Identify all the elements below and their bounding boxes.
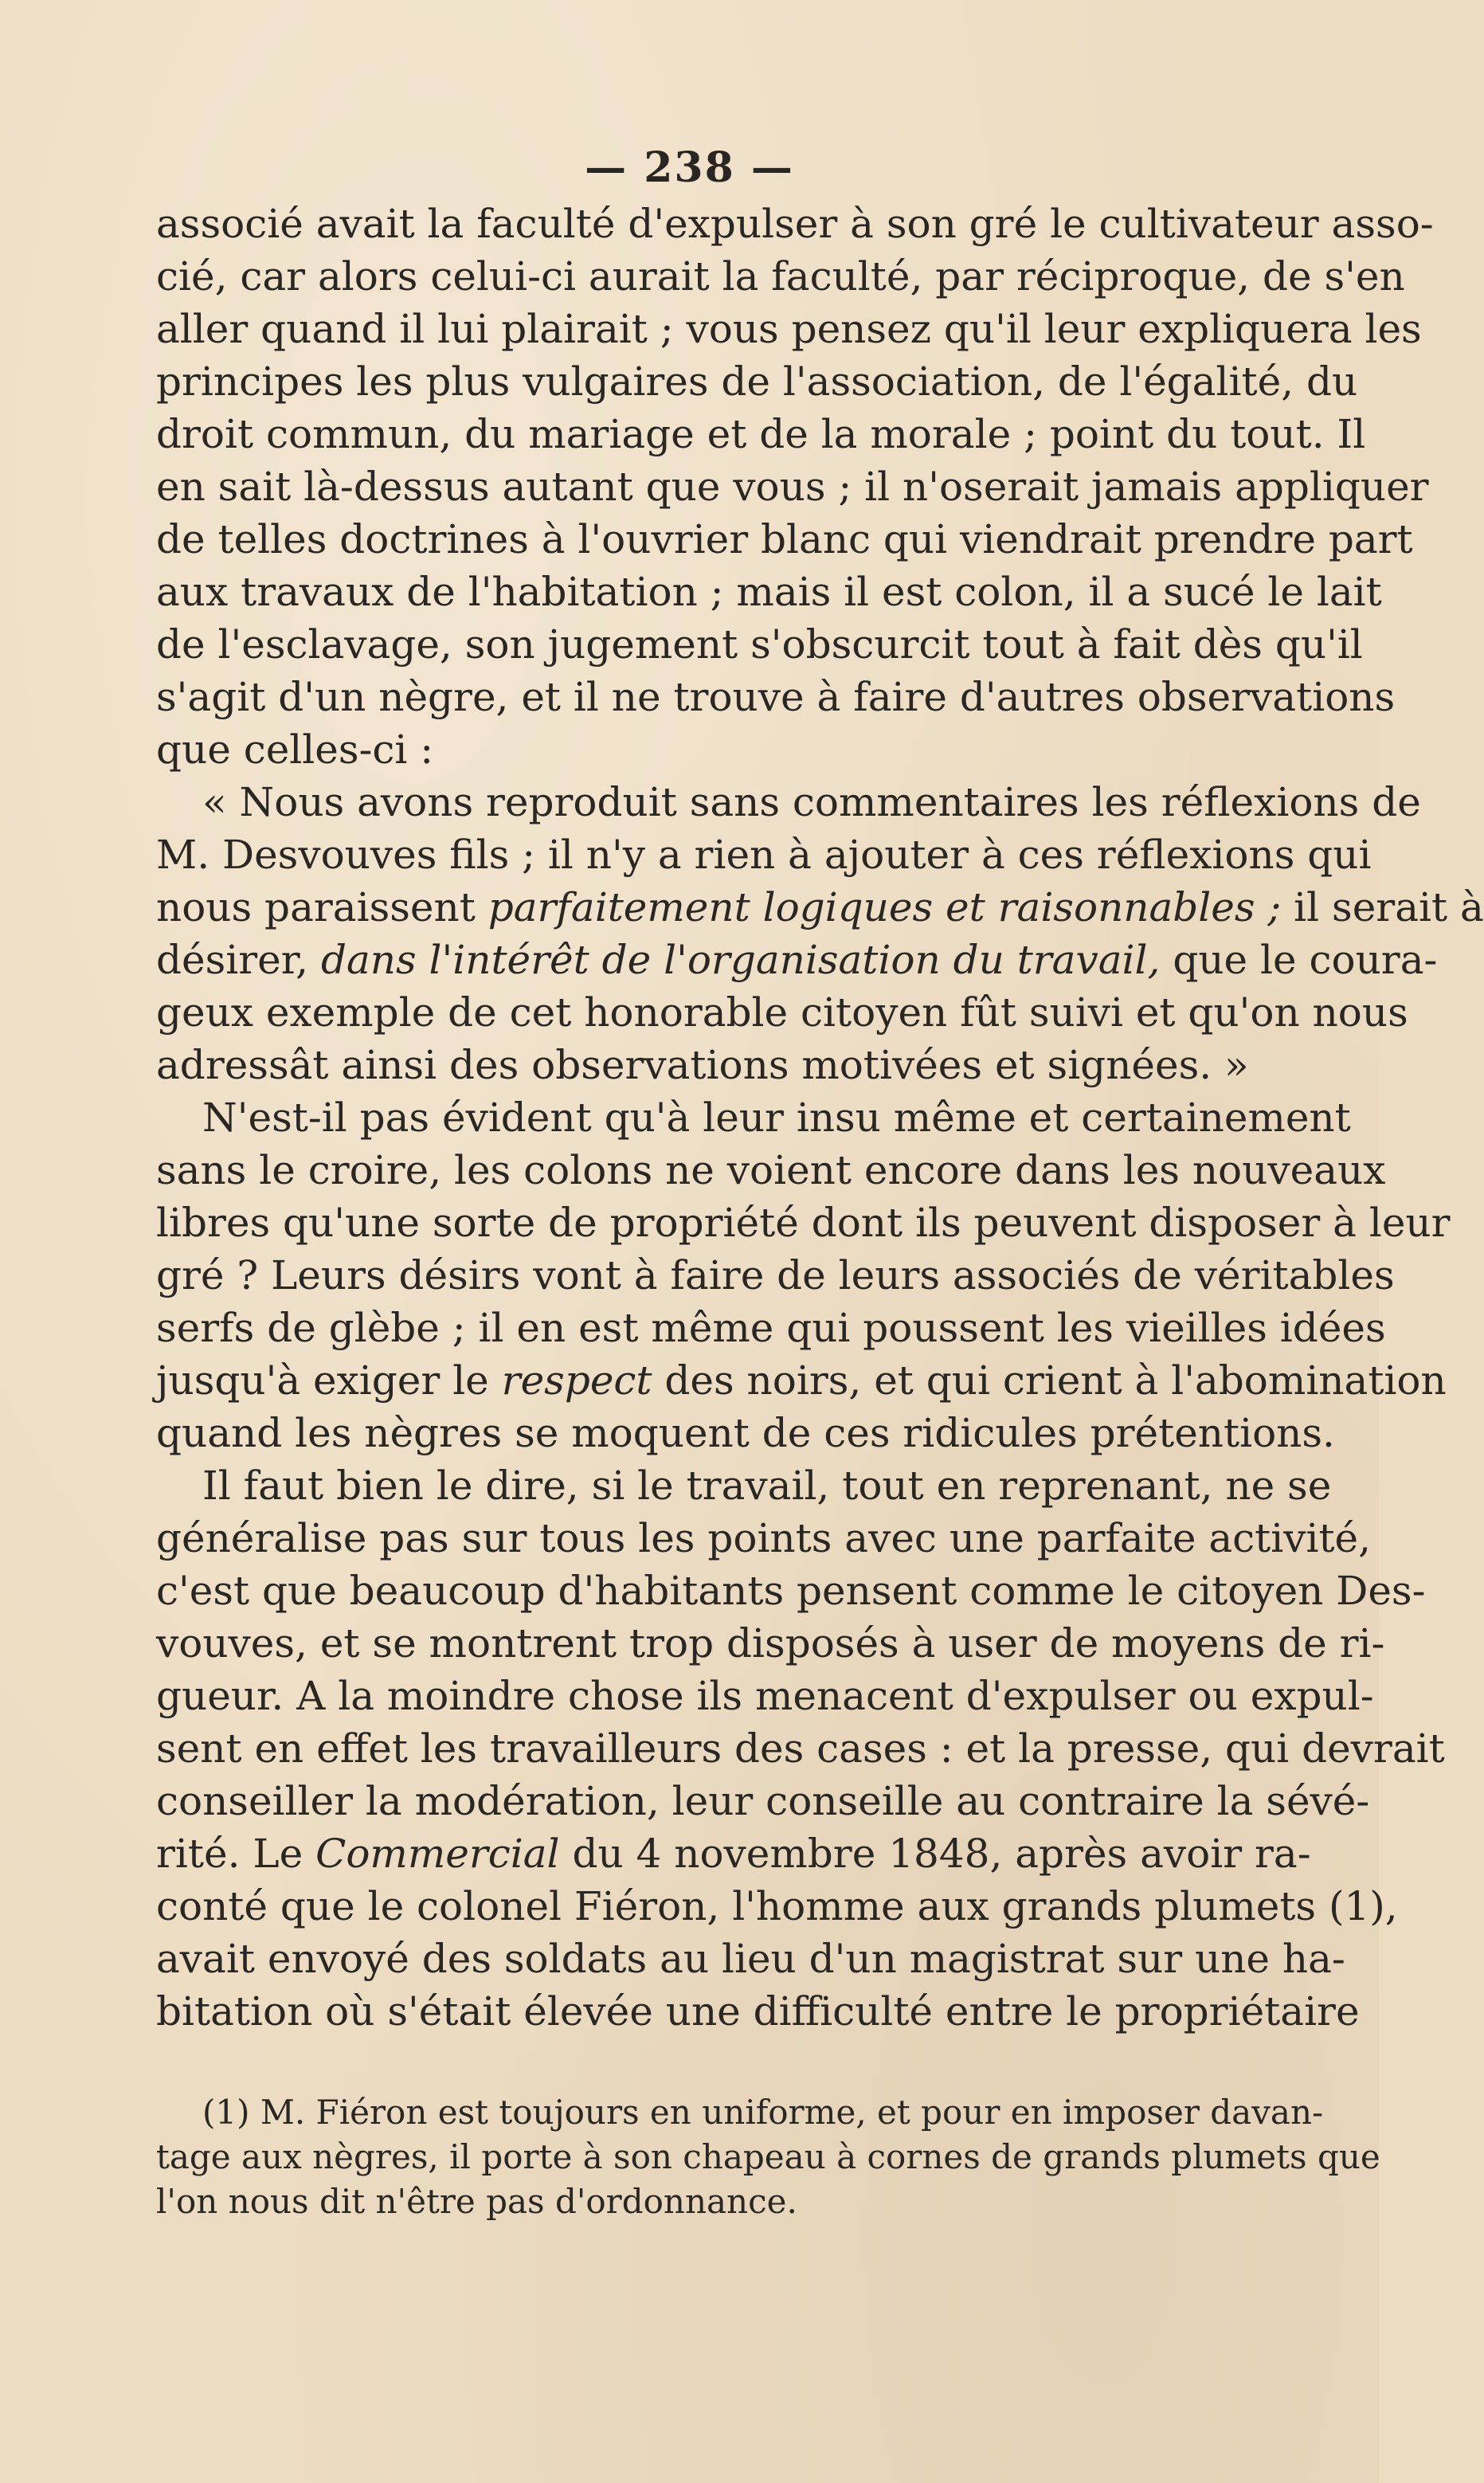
text-line: s'agit d'un nègre, et il ne trouve à faire d'autres observations	[156, 674, 1396, 720]
quote-text: que le coura-	[1160, 937, 1438, 983]
text-line	[156, 1354, 1447, 1407]
quote-line: adressât ainsi des observations motivées et signées. »	[156, 1042, 1249, 1088]
text-span: jusqu'à exiger le	[156, 1357, 502, 1404]
text-line: de l'esclavage, son jugement s'obscurcit tout à fait dès qu'il	[156, 621, 1363, 668]
text-line: aux travaux de l'habitation ; mais il est colon, il a sucé le lait	[156, 569, 1382, 615]
text-line: gueur. A la moindre chose ils menacent d'expulser ou expul-	[156, 1673, 1374, 1719]
italic-emphasis: respect	[501, 1357, 652, 1404]
text-line: aller quand il lui plairait ; vous pensez qu'il leur expliquera les	[156, 306, 1422, 352]
text-line: quand les nègres se moquent de ces ridicules prétentions.	[156, 1410, 1335, 1456]
body-text	[156, 198, 1484, 2038]
quote-text: désirer,	[156, 937, 321, 983]
text-line: vouves, et se montrent trop disposés à user de moyens de ri-	[156, 1620, 1385, 1666]
text-span: des noirs, et qui crient à l'abomination	[652, 1357, 1447, 1404]
text-line: principes les plus vulgaires de l'association, de l'égalité, du	[156, 358, 1358, 405]
page-number: — 238 —	[585, 143, 794, 192]
text-span: du 4 novembre 1848, après avoir ra-	[559, 1831, 1311, 1877]
footnote-line: l'on nous dit n'être pas d'ordonnance.	[156, 2182, 797, 2221]
text-line: généralise pas sur tous les points avec une parfaite activité,	[156, 1515, 1372, 1561]
quote-line	[156, 881, 1484, 934]
footnote	[156, 2090, 1380, 2224]
text-line: N'est-il pas évident qu'à leur insu même et certainement	[202, 1095, 1351, 1141]
quote-text: il serait à	[1281, 884, 1484, 930]
text-line: sans le croire, les colons ne voient encore dans les nouveaux	[156, 1147, 1386, 1193]
text-line: c'est que beaucoup d'habitants pensent comme le citoyen Des-	[156, 1568, 1426, 1614]
quote-line	[156, 934, 1438, 986]
text-line	[156, 1827, 1311, 1880]
italic-emphasis: dans l'intérêt de l'organisation du travail,	[320, 937, 1161, 983]
italic-title: Commercial	[315, 1831, 560, 1877]
text-line: de telles doctrines à l'ouvrier blanc qui viendrait prendre part	[156, 516, 1413, 562]
text-line: avait envoyé des soldats au lieu d'un magistrat sur une ha-	[156, 1936, 1345, 1982]
text-line: droit commun, du mariage et de la morale ; point du tout. Il	[156, 411, 1366, 457]
text-line: associé avait la faculté d'expulser à son gré le cultivateur asso-	[156, 201, 1434, 247]
quote-line: geux exemple de cet honorable citoyen fût suivi et qu'on nous	[156, 989, 1408, 1036]
text-line: en sait là-dessus autant que vous ; il n'oserait jamais appliquer	[156, 464, 1429, 510]
footnote-line: (1) M. Fiéron est toujours en uniforme, et pour en imposer davan-	[202, 2093, 1324, 2132]
text-line: Il faut bien le dire, si le travail, tout en reprenant, ne se	[202, 1463, 1332, 1509]
text-line: gré ? Leurs désirs vont à faire de leurs associés de véritables	[156, 1252, 1395, 1298]
quote-line: M. Desvouves fils ; il n'y a rien à ajouter à ces réflexions qui	[156, 832, 1372, 878]
text-line: que celles-ci :	[156, 726, 434, 773]
quote-text: nous paraissent	[156, 884, 488, 930]
quote-line: « Nous avons reproduit sans commentaires les réflexions de	[202, 779, 1421, 825]
text-line: bitation où s'était élevée une difficulté entre le propriétaire	[156, 1988, 1360, 2035]
text-line: cié, car alors celui-ci aurait la faculté, par réciproque, de s'en	[156, 253, 1405, 300]
text-line: conté que le colonel Fiéron, l'homme aux grands plumets (1),	[156, 1883, 1398, 1929]
text-span: rité. Le	[156, 1831, 316, 1877]
text-line: sent en effet les travailleurs des cases : et la presse, qui devrait	[156, 1725, 1445, 1772]
text-line: serfs de glèbe ; il en est même qui poussent les vieilles idées	[156, 1305, 1386, 1351]
footnote-line: tage aux nègres, il porte à son chapeau à cornes de grands plumets que	[156, 2137, 1380, 2176]
text-line: libres qu'une sorte de propriété dont ils peuvent disposer à leur	[156, 1200, 1451, 1246]
italic-emphasis: parfaitement logiques et raisonnables ;	[487, 884, 1282, 930]
text-line: conseiller la modération, leur conseille au contraire la sévé-	[156, 1778, 1370, 1824]
